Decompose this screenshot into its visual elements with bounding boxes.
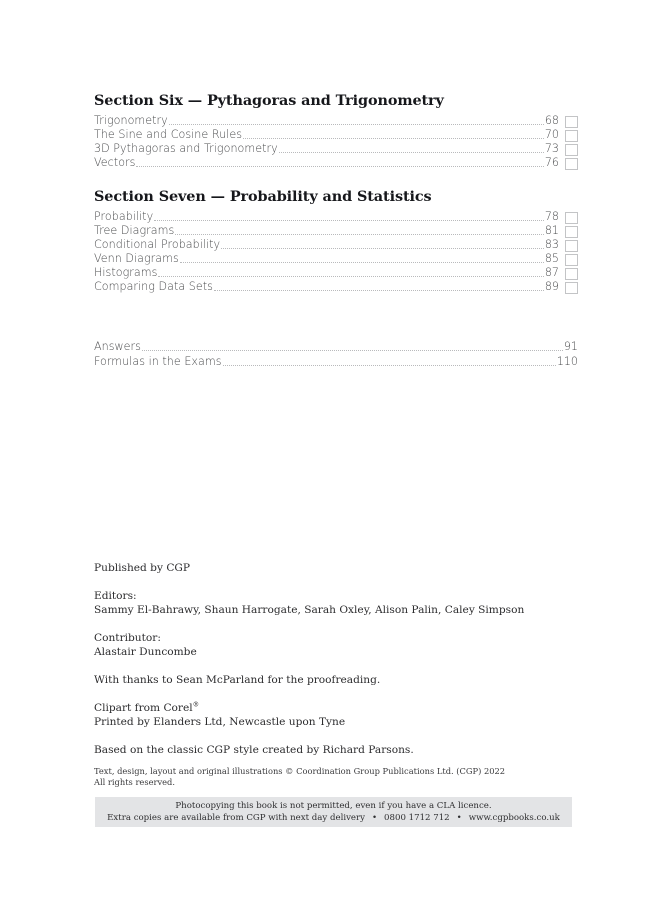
proofreading-thanks: With thanks to Sean McParland for the proofreading. (94, 674, 381, 686)
toc-entry-page: 73 (544, 142, 559, 155)
imprint-block (94, 561, 578, 757)
toc-entry-title: Probability (94, 210, 154, 223)
toc-entry-page: 76 (544, 156, 559, 169)
notice-line-2 (107, 812, 560, 824)
toc-checkbox[interactable] (565, 268, 578, 280)
toc-section (94, 188, 578, 294)
toc-checkbox[interactable] (565, 282, 578, 294)
toc-entry[interactable] (94, 238, 578, 252)
notice-line-1: Photocopying this book is not permitted, even if you have a CLA licence. (175, 801, 492, 811)
clipart-credit (94, 701, 578, 715)
toc-entry-page: 83 (544, 238, 559, 251)
toc-leader-dots (223, 355, 556, 369)
toc-leader-dots (136, 156, 543, 170)
style-credit: Based on the classic CGP style created by Richard Parsons. (94, 744, 414, 756)
toc-checkbox[interactable] (565, 226, 578, 238)
toc-entry-page: 78 (544, 210, 559, 223)
notice-phone: 0800 1712 712 (384, 813, 450, 823)
bullet-separator-icon: • (456, 813, 462, 823)
contributor-label: Contributor: (94, 632, 161, 644)
registered-trademark-icon: ® (192, 700, 200, 709)
copyright-line-1: Text, design, layout and original illustrations © Coordination Group Publications Ltd. (CGP) 2022 (94, 766, 506, 776)
editors-names: Sammy El-Bahrawy, Shaun Harrogate, Sarah Oxley, Alison Palin, Caley Simpson (94, 604, 525, 616)
toc-entry-page: 81 (544, 224, 559, 237)
toc-leader-dots (154, 210, 544, 224)
toc-section (94, 92, 578, 170)
toc-leader-dots (221, 238, 544, 252)
toc-entry-page: 91 (563, 340, 578, 353)
copyright-block (94, 766, 578, 788)
section-heading: Section Six — Pythagoras and Trigonometry (94, 92, 444, 109)
toc-entry-page: 70 (544, 128, 559, 141)
toc-leader-dots (180, 252, 544, 266)
toc-entry-title: Conditional Probability (94, 238, 221, 251)
toc-entry-title: Tree Diagrams (94, 224, 175, 237)
toc-checkbox[interactable] (565, 240, 578, 252)
toc-checkbox[interactable] (565, 144, 578, 156)
toc-entry[interactable] (94, 142, 578, 156)
printed-by: Printed by Elanders Ltd, Newcastle upon Tyne (94, 716, 346, 728)
spacer (94, 617, 578, 631)
toc-checkbox[interactable] (565, 116, 578, 128)
toc-entry-title: Vectors (94, 156, 136, 169)
toc-leader-dots (169, 114, 544, 128)
toc-entry[interactable] (94, 354, 578, 369)
toc-entry-title: 3D Pythagoras and Trigonometry (94, 142, 278, 155)
toc-entry[interactable] (94, 210, 578, 224)
toc-entry-page: 87 (544, 266, 559, 279)
toc-entry[interactable] (94, 128, 578, 142)
toc-entry-page: 68 (544, 114, 559, 127)
notice-delivery-text: Extra copies are available from CGP with next day delivery (107, 813, 365, 823)
toc-leader-dots (175, 224, 544, 238)
toc-checkbox[interactable] (565, 254, 578, 266)
published-by: Published by CGP (94, 562, 191, 574)
toc-entry[interactable] (94, 224, 578, 238)
table-of-contents (94, 92, 578, 312)
toc-entry[interactable] (94, 339, 578, 354)
toc-entry-title: Comparing Data Sets (94, 280, 213, 293)
section-heading: Section Seven — Probability and Statistics (94, 188, 432, 205)
toc-leader-dots (214, 280, 544, 294)
toc-leader-dots (279, 142, 544, 156)
clipart-credit-text: Clipart from Corel (94, 702, 193, 714)
toc-leader-dots (142, 340, 563, 354)
copyright-line-2: All rights reserved. (94, 777, 175, 787)
bullet-separator-icon: • (371, 813, 378, 823)
toc-checkbox[interactable] (565, 158, 578, 170)
editors-label: Editors: (94, 590, 137, 602)
toc-checkbox[interactable] (565, 130, 578, 142)
toc-entry-title: Histograms (94, 266, 158, 279)
toc-entry-title: Venn Diagrams (94, 252, 179, 265)
spacer (94, 729, 578, 743)
toc-entry[interactable] (94, 266, 578, 280)
spacer (94, 575, 578, 589)
toc-leader-dots (158, 266, 543, 280)
spacer (94, 659, 578, 673)
toc-entry-page: 110 (556, 355, 578, 368)
toc-entry-title: Formulas in the Exams (94, 355, 222, 368)
spacer (94, 687, 578, 701)
toc-entry-title: Answers (94, 340, 141, 353)
contributor-names: Alastair Duncombe (94, 646, 197, 658)
photocopying-notice (95, 797, 572, 827)
toc-entry[interactable] (94, 252, 578, 266)
toc-entry[interactable] (94, 156, 578, 170)
toc-entry[interactable] (94, 280, 578, 294)
toc-back-matter (94, 339, 578, 369)
notice-website-link[interactable]: www.cgpbooks.co.uk (468, 813, 560, 823)
toc-entry-title: The Sine and Cosine Rules (94, 128, 243, 141)
toc-entry-page: 89 (544, 280, 559, 293)
toc-entry-title: Trigonometry (94, 114, 168, 127)
toc-entry[interactable] (94, 114, 578, 128)
toc-entry-page: 85 (544, 252, 559, 265)
toc-leader-dots (243, 128, 544, 142)
toc-checkbox[interactable] (565, 212, 578, 224)
